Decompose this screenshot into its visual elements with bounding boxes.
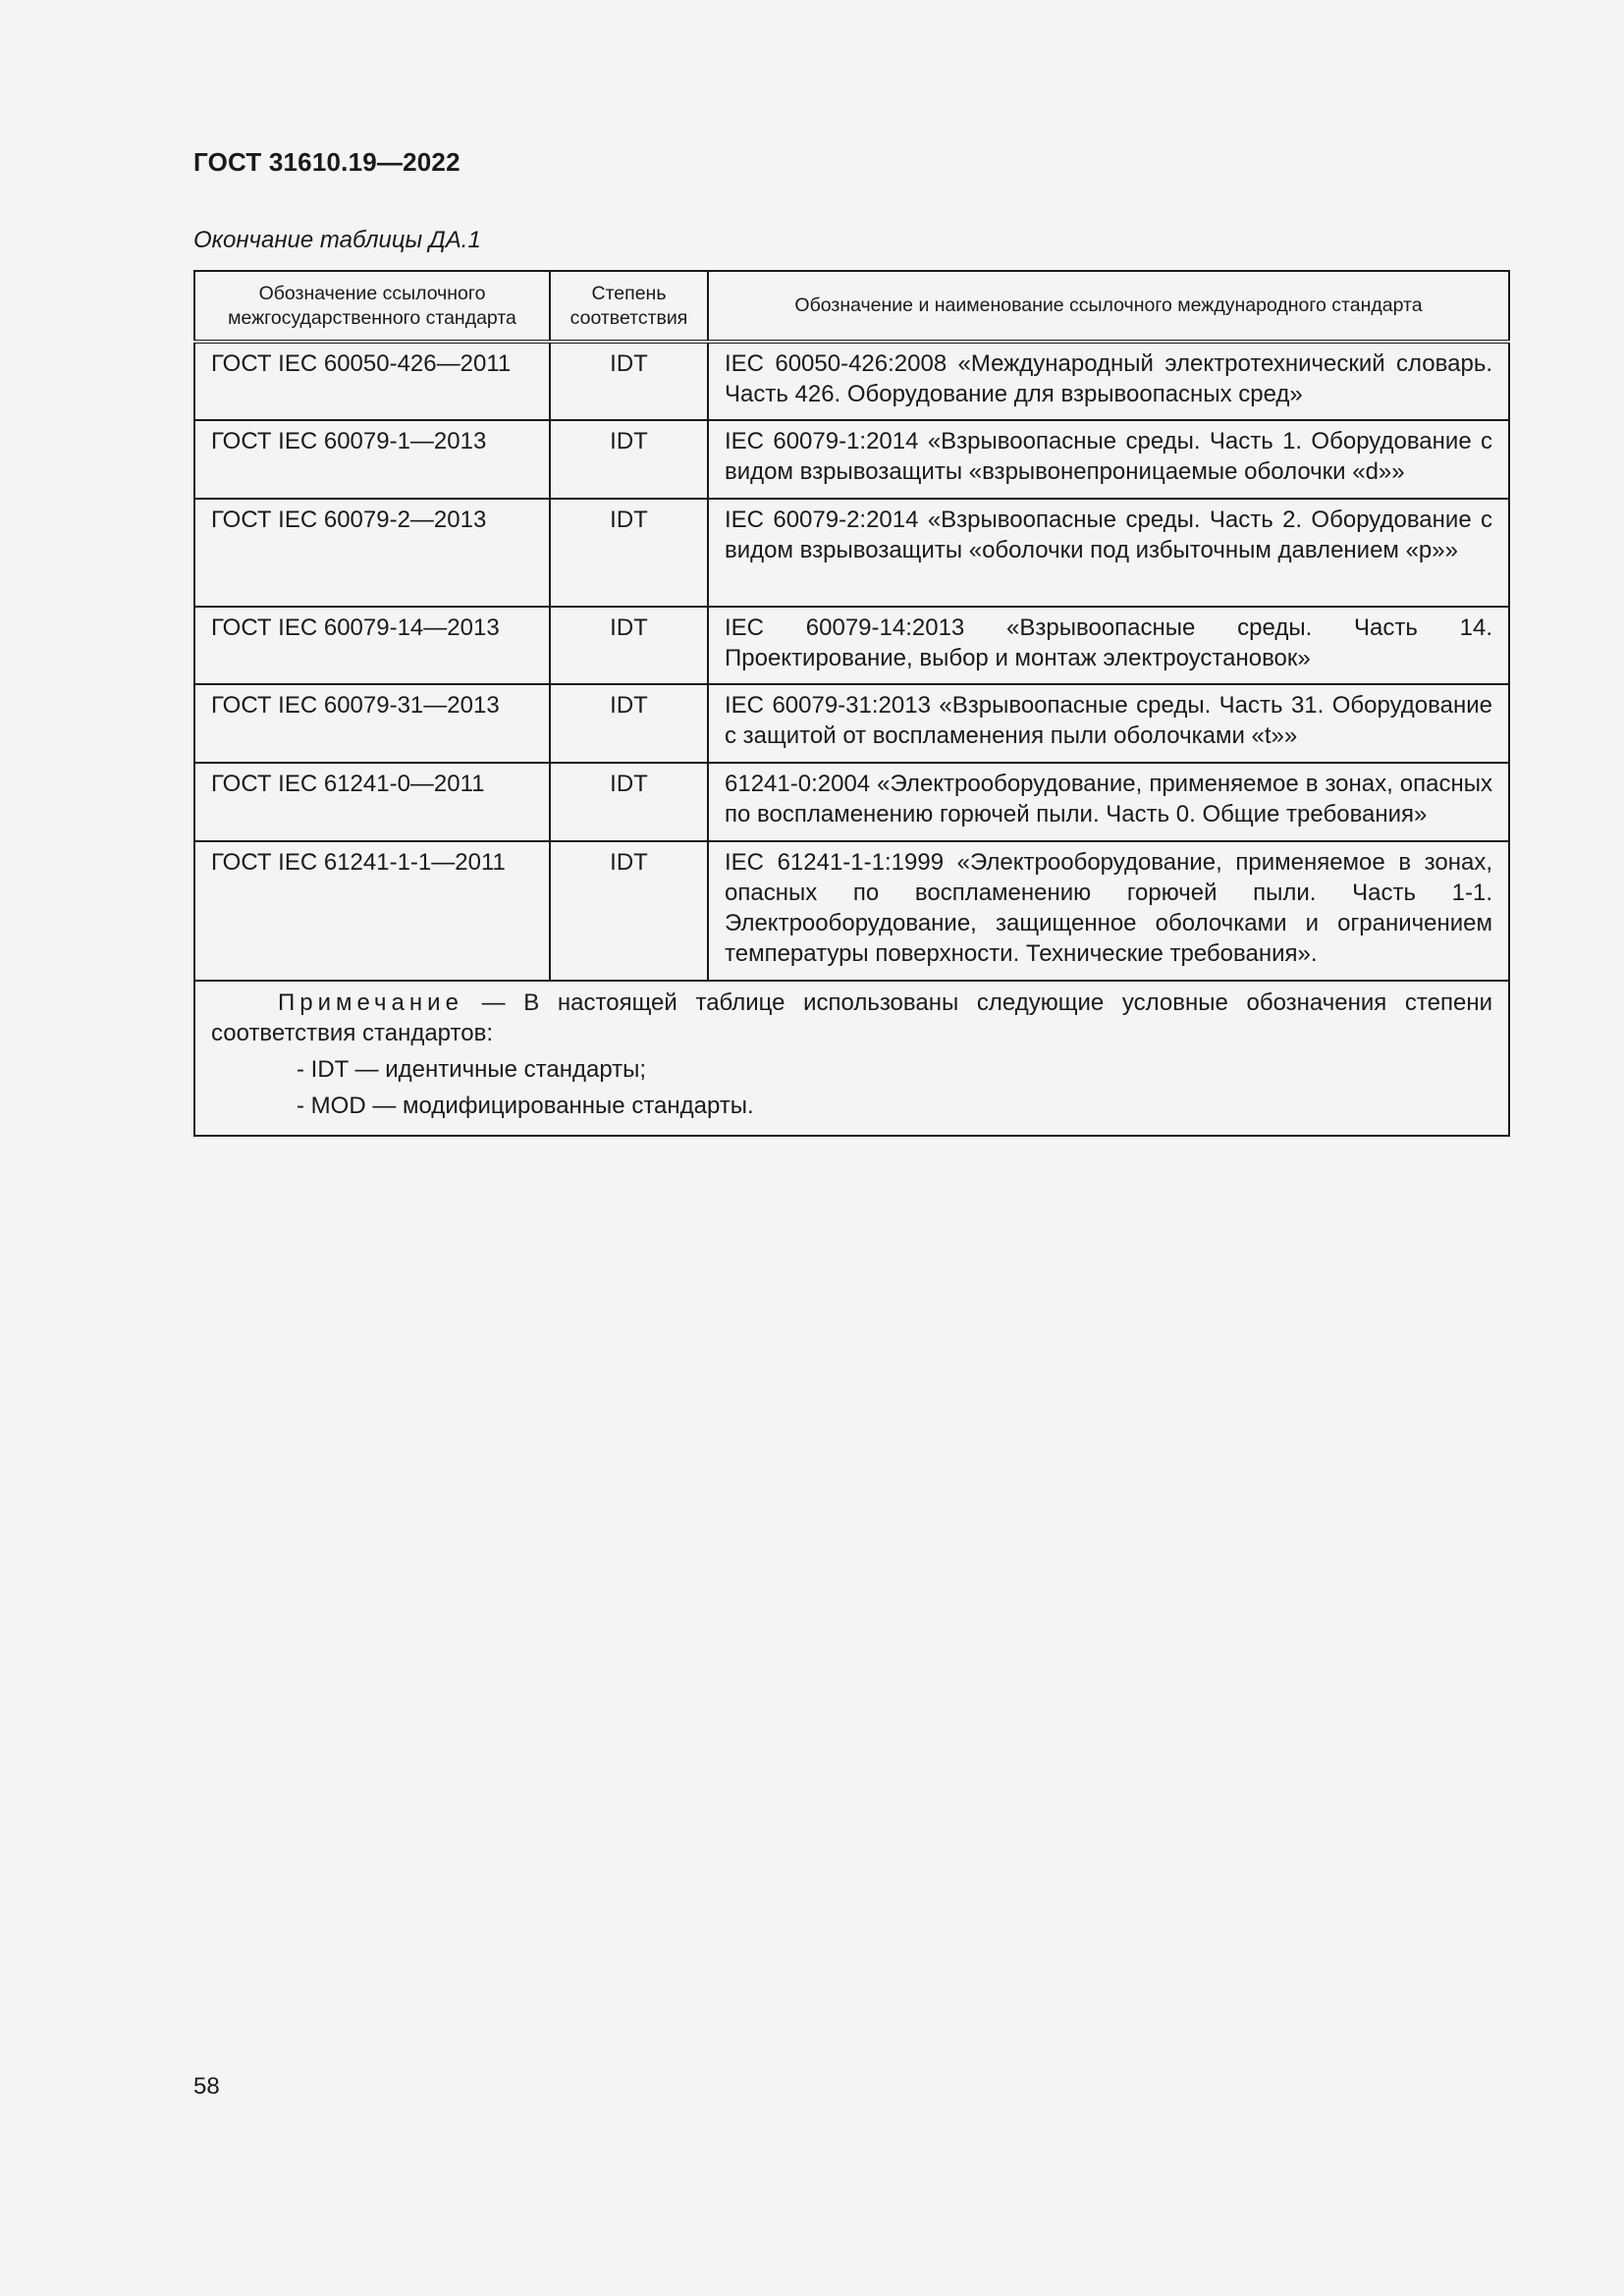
table-row (194, 763, 1509, 841)
table-row (194, 841, 1509, 981)
correspondence-degree: IDT (550, 607, 708, 684)
note-paragraph (211, 988, 1492, 1048)
interstate-standard-code: ГОСТ IEC 60050-426—2011 (194, 342, 550, 420)
interstate-standard-code: ГОСТ IEC 60079-14—2013 (194, 607, 550, 684)
correspondence-degree: IDT (550, 763, 708, 841)
correspondence-degree: IDT (550, 684, 708, 763)
column-header-interstate-standard: Обозначение ссылочного межгосударственного стандарта (194, 271, 550, 342)
standards-correspondence-table (193, 270, 1510, 1137)
interstate-standard-code: ГОСТ IEC 61241-1-1—2011 (194, 841, 550, 981)
note-list-item: - IDT — идентичные стандарты; (297, 1056, 647, 1083)
table-caption: Окончание таблицы ДА.1 (193, 227, 481, 253)
interstate-standard-code: ГОСТ IEC 60079-2—2013 (194, 499, 550, 607)
column-header-degree: Степень соответствия (550, 271, 708, 342)
table-row (194, 420, 1509, 499)
note-list (211, 1054, 1492, 1121)
column-header-international-standard: Обозначение и наименование ссылочного международного стандарта (708, 271, 1509, 342)
table-row (194, 607, 1509, 684)
correspondence-degree: IDT (550, 499, 708, 607)
international-standard-title: IEC 60079-2:2014 «Взрывоопасные среды. Часть 2. Оборудование с видом взрывозащиты «оболочки под избыточным давлением «р»» (708, 499, 1509, 607)
international-standard-title: IEC 61241-1-1:1999 «Электрооборудование, применяемое в зонах, опасных по воспламенению горючей пыли. Часть 1-1. Электрооборудование, защищенное оболочками и ограничением температуры поверхности. Технические требования». (708, 841, 1509, 981)
interstate-standard-code: ГОСТ IEC 61241-0—2011 (194, 763, 550, 841)
table-row (194, 684, 1509, 763)
correspondence-degree: IDT (550, 841, 708, 981)
page-number: 58 (193, 2073, 220, 2100)
international-standard-title: IEC 60050-426:2008 «Международный электротехнический словарь. Часть 426. Оборудование для взрывоопасных сред» (708, 342, 1509, 420)
note-label: Примечание (278, 989, 463, 1016)
document-designation: ГОСТ 31610.19—2022 (193, 147, 460, 177)
correspondence-degree: IDT (550, 342, 708, 420)
note-text: — В настоящей таблице использованы следующие условные обозначения степени соответствия стандартов: (211, 989, 1492, 1046)
interstate-standard-code: ГОСТ IEC 60079-31—2013 (194, 684, 550, 763)
international-standard-title: IEC 60079-1:2014 «Взрывоопасные среды. Часть 1. Оборудование с видом взрывозащиты «взрывонепроницаемые оболочки «d»» (708, 420, 1509, 499)
table-note (194, 981, 1509, 1136)
international-standard-title: IEC 60079-31:2013 «Взрывоопасные среды. Часть 31. Оборудование с защитой от воспламенения пыли оболочками «t»» (708, 684, 1509, 763)
correspondence-degree: IDT (550, 420, 708, 499)
international-standard-title: IEC 60079-14:2013 «Взрывоопасные среды. Часть 14. Проектирование, выбор и монтаж электроустановок» (708, 607, 1509, 684)
interstate-standard-code: ГОСТ IEC 60079-1—2013 (194, 420, 550, 499)
international-standard-title: 61241-0:2004 «Электрооборудование, применяемое в зонах, опасных по воспламенению горючей пыли. Часть 0. Общие требования» (708, 763, 1509, 841)
table-header-row (194, 271, 1509, 342)
table-note-row (194, 981, 1509, 1136)
note-list-item: - MOD — модифицированные стандарты. (297, 1093, 754, 1119)
table-row (194, 499, 1509, 607)
table-row (194, 342, 1509, 420)
